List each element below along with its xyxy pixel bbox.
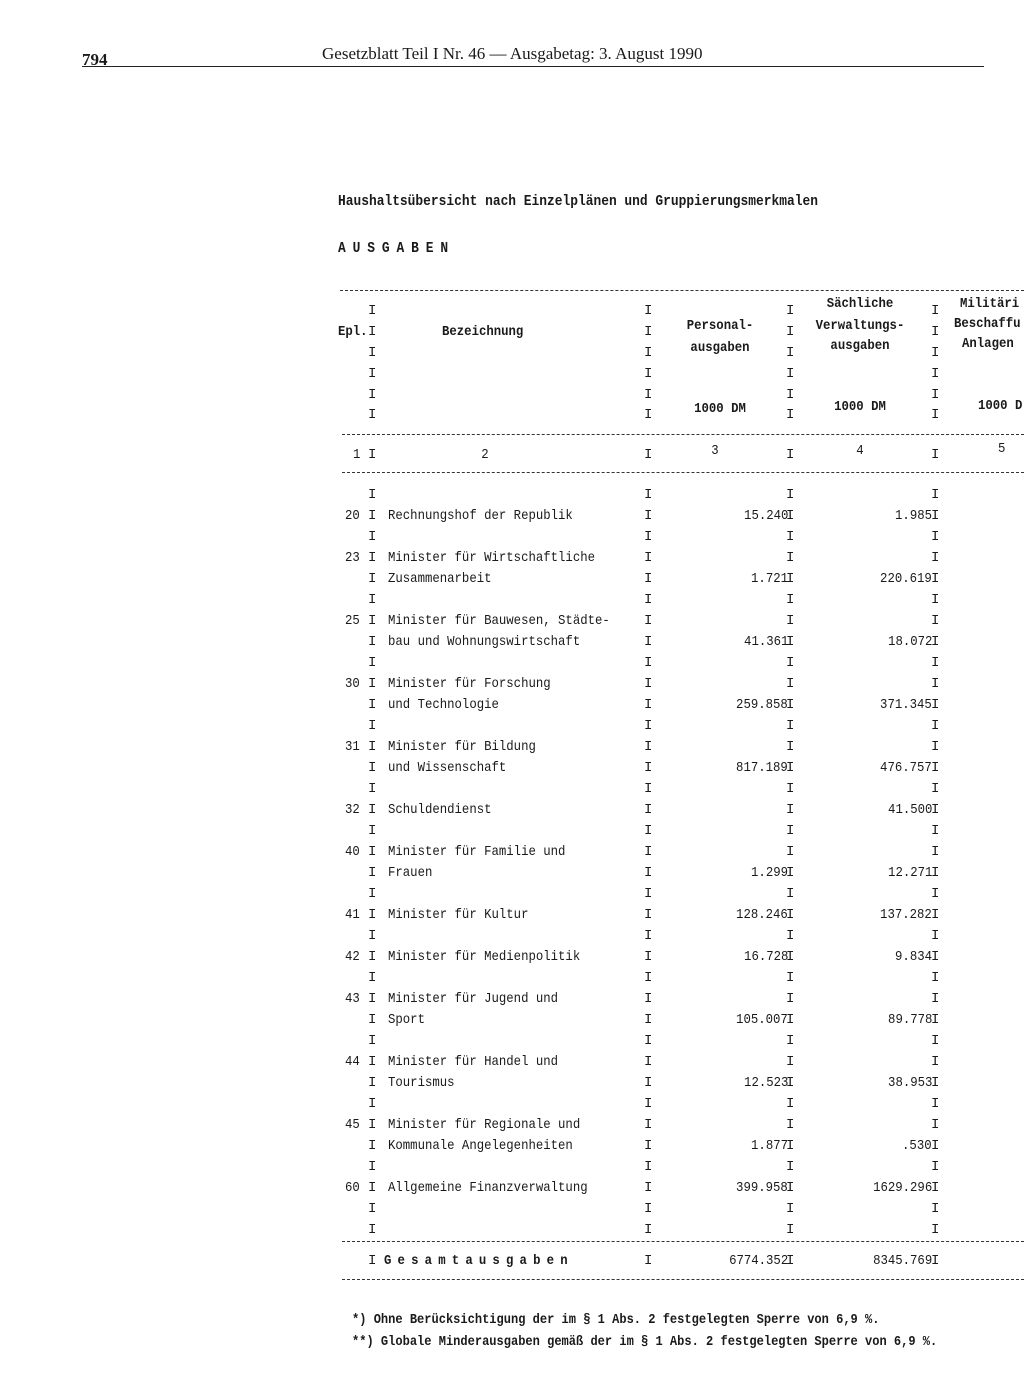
row-bezeichnung: Minister für Familie und [388,844,566,860]
column-separator: I [368,760,377,776]
row-sachlich-value: 476.757 [880,760,932,776]
column-separator: I [931,991,940,1007]
column-separator: I [644,844,653,860]
row-personal-value: 817.189 [736,760,788,776]
column-separator: I [368,802,377,818]
column-separator: I [368,1201,377,1217]
column-separator: I [368,447,377,463]
column-separator: I [786,865,795,881]
row-epl: 23 [345,550,360,566]
column-separator: I [368,613,377,629]
row-bezeichnung: Rechnungshof der Republik [388,508,573,524]
column-separator: I [931,781,940,797]
row-sachlich-value: 41.500 [887,802,932,818]
row-sachlich-value: 18.072 [887,634,932,650]
column-separator: I [786,571,795,587]
row-bezeichnung: Schuldendienst [388,802,492,818]
column-separator: I [786,407,795,423]
column-separator: I [368,928,377,944]
column-separator: I [644,366,653,382]
column-separator: I [644,1159,653,1175]
row-epl: 44 [345,1054,360,1070]
column-separator: I [931,529,940,545]
row-bezeichnung: Zusammenarbeit [388,571,492,587]
column-separator: I [368,592,377,608]
column-separator: I [786,886,795,902]
column-separator: I [368,1012,377,1028]
column-separator: I [368,865,377,881]
column-separator: I [368,1180,377,1196]
column-separator: I [644,387,653,403]
column-separator: I [786,529,795,545]
column-separator: I [644,991,653,1007]
column-separator: I [644,1012,653,1028]
column-separator: I [644,1054,653,1070]
row-sachlich-value: 371.345 [880,697,932,713]
column-separator: I [644,1222,653,1238]
column-separator: I [644,697,653,713]
column-separator: I [368,1159,377,1175]
row-bezeichnung: Minister für Bildung [388,739,536,755]
column-separator: I [368,844,377,860]
column-separator: I [368,886,377,902]
row-epl: 42 [345,949,360,965]
column-separator: I [644,802,653,818]
row-sachlich-value: 9.834 [895,949,932,965]
column-separator: I [786,592,795,608]
column-separator: I [644,550,653,566]
column-separator: I [931,550,940,566]
column-separator: I [786,802,795,818]
row-personal-value: 399.958 [736,1180,788,1196]
gazette-title: Gesetzblatt Teil I Nr. 46 — Ausgabetag: 3. August 1990 [322,44,703,63]
row-bezeichnung: Minister für Handel und [388,1054,559,1070]
column-separator: I [786,324,795,340]
row-epl: 31 [345,739,360,755]
column-separator: I [368,1253,377,1269]
column-separator: I [644,718,653,734]
column-separator: I [931,655,940,671]
column-separator: I [931,1012,940,1028]
column-separator: I [786,760,795,776]
column-separator: I [368,345,377,361]
row-epl: 30 [345,676,360,692]
footnote-1-text: Ohne Berücksichtigung der im § 1 Abs. 2 festgelegten Sperre von 6,9 %. [373,1312,880,1328]
col-number-5: 5 [998,441,1006,457]
column-separator: I [644,886,653,902]
row-bezeichnung: Sport [388,1012,425,1028]
footnote-1-mark: *) [352,1312,367,1328]
column-separator: I [368,718,377,734]
row-bezeichnung: Minister für Wirtschaftliche [388,550,596,566]
column-separator: I [644,529,653,545]
header-epl: Epl. [338,324,368,340]
column-separator: I [786,1138,795,1154]
column-separator: I [931,697,940,713]
header-sachlich-3: ausgaben [830,338,890,354]
column-separator: I [644,613,653,629]
column-separator: I [644,634,653,650]
row-bezeichnung: Kommunale Angelegenheiten [388,1138,573,1154]
row-bezeichnung: Minister für Medienpolitik [388,949,581,965]
column-separator: I [368,508,377,524]
row-sachlich-value: 220.619 [880,571,932,587]
total-personal: 6774.352 [728,1253,788,1269]
column-separator: I [786,844,795,860]
column-separator: I [786,907,795,923]
column-separator: I [786,1117,795,1133]
column-separator: I [368,739,377,755]
row-personal-value: 1.877 [751,1138,788,1154]
column-separator: I [368,550,377,566]
row-epl: 41 [345,907,360,923]
column-separator: I [644,823,653,839]
column-separator: I [931,949,940,965]
column-separator: I [931,487,940,503]
column-separator: I [368,407,377,423]
column-separator: I [931,1138,940,1154]
column-separator: I [368,487,377,503]
column-separator: I [644,1096,653,1112]
column-separator: I [931,907,940,923]
column-separator: I [368,366,377,382]
row-sachlich-value: 1.985 [895,508,932,524]
column-separator: I [368,823,377,839]
row-bezeichnung: Minister für Regionale und [388,1117,581,1133]
column-separator: I [644,655,653,671]
header-militaer-1: Militäri [960,296,1020,312]
column-separator: I [931,844,940,860]
column-separator: I [931,634,940,650]
unit-militaer: 1000 D [978,398,1023,414]
table-title: Haushaltsübersicht nach Einzelplänen und Gruppierungsmerkmalen [338,193,818,210]
column-separator: I [786,991,795,1007]
column-separator: I [368,655,377,671]
total-rule-top [342,1241,1024,1242]
column-separator: I [786,781,795,797]
column-separator: I [931,970,940,986]
row-personal-value: 16.728 [743,949,788,965]
row-personal-value: 15.240 [743,508,788,524]
table-top-rule [340,290,1024,291]
column-separator: I [368,1222,377,1238]
column-separator: I [786,697,795,713]
column-separator: I [786,928,795,944]
column-separator: I [931,613,940,629]
row-epl: 43 [345,991,360,1007]
header-rule-bottom [342,434,1024,435]
column-separator: I [786,387,795,403]
row-sachlich-value: 137.282 [880,907,932,923]
column-separator: I [368,571,377,587]
row-personal-value: 41.361 [743,634,788,650]
column-separator: I [368,970,377,986]
column-separator: I [786,676,795,692]
row-bezeichnung: Minister für Kultur [388,907,529,923]
row-bezeichnung: Minister für Bauwesen, Städte- [388,613,610,629]
column-separator: I [644,324,653,340]
column-separator: I [931,760,940,776]
column-separator: I [786,613,795,629]
row-bezeichnung: bau und Wohnungswirtschaft [388,634,581,650]
number-row-rule [342,472,1024,473]
column-separator: I [368,303,377,319]
column-separator: I [786,1253,795,1269]
column-separator: I [644,571,653,587]
column-separator: I [931,592,940,608]
column-separator: I [786,550,795,566]
row-sachlich-value: 12.271 [887,865,932,881]
column-separator: I [644,865,653,881]
unit-personal: 1000 DM [694,401,746,417]
header-personal-1: Personal- [686,318,754,334]
column-separator: I [786,1201,795,1217]
row-sachlich-value: 89.778 [887,1012,932,1028]
column-separator: I [931,324,940,340]
column-separator: I [786,739,795,755]
col-number-4: 4 [856,443,864,459]
column-separator: I [368,1075,377,1091]
column-separator: I [644,487,653,503]
column-separator: I [931,928,940,944]
row-personal-value: 1.721 [751,571,788,587]
column-separator: I [644,907,653,923]
column-separator: I [931,366,940,382]
row-bezeichnung: und Technologie [388,697,499,713]
header-sachlich-2: Verwaltungs- [815,318,905,334]
column-separator: I [786,366,795,382]
row-personal-value: 12.523 [743,1075,788,1091]
unit-sachlich: 1000 DM [834,399,886,415]
column-separator: I [644,928,653,944]
column-separator: I [931,739,940,755]
column-separator: I [786,970,795,986]
column-separator: I [786,1159,795,1175]
column-separator: I [644,407,653,423]
column-separator: I [931,303,940,319]
column-separator: I [786,303,795,319]
column-separator: I [786,508,795,524]
column-separator: I [931,1054,940,1070]
column-separator: I [368,324,377,340]
column-separator: I [931,718,940,734]
column-separator: I [931,1201,940,1217]
col-number-1: 1 [352,447,360,463]
row-epl: 45 [345,1117,360,1133]
column-separator: I [644,303,653,319]
column-separator: I [368,387,377,403]
row-bezeichnung: Minister für Forschung [388,676,551,692]
column-separator: I [644,781,653,797]
column-separator: I [368,1096,377,1112]
row-epl: 40 [345,844,360,860]
col-number-2: 2 [481,447,489,463]
column-separator: I [368,1033,377,1049]
column-separator: I [786,447,795,463]
row-epl: 60 [345,1180,360,1196]
row-sachlich-value: .530 [902,1138,932,1154]
row-epl: 32 [345,802,360,818]
column-separator: I [786,1054,795,1070]
column-separator: I [786,487,795,503]
column-separator: I [368,781,377,797]
column-separator: I [931,1253,940,1269]
column-separator: I [644,1075,653,1091]
column-separator: I [931,802,940,818]
column-separator: I [931,886,940,902]
row-sachlich-value: 1629.296 [872,1180,932,1196]
column-separator: I [931,407,940,423]
column-separator: I [644,447,653,463]
column-separator: I [931,676,940,692]
column-separator: I [931,1075,940,1091]
column-separator: I [368,1138,377,1154]
row-epl: 20 [345,508,360,524]
column-separator: I [931,823,940,839]
column-separator: I [644,592,653,608]
column-separator: I [644,508,653,524]
column-separator: I [931,1222,940,1238]
header-bezeichnung: Bezeichnung [442,324,524,340]
column-separator: I [786,823,795,839]
column-separator: I [368,949,377,965]
column-separator: I [786,1180,795,1196]
column-separator: I [368,634,377,650]
column-separator: I [644,760,653,776]
footnote-1 [352,1312,879,1328]
column-separator: I [931,865,940,881]
column-separator: I [786,655,795,671]
total-sachlich: 8345.769 [872,1253,932,1269]
column-separator: I [644,1138,653,1154]
column-separator: I [786,634,795,650]
column-separator: I [644,739,653,755]
header-rule [82,66,984,67]
column-separator: I [368,1117,377,1133]
column-separator: I [368,529,377,545]
column-separator: I [368,907,377,923]
row-bezeichnung: Minister für Jugend und [388,991,559,1007]
column-separator: I [368,1054,377,1070]
column-separator: I [931,387,940,403]
header-militaer-3: Anlagen [962,336,1014,352]
row-personal-value: 259.858 [736,697,788,713]
row-epl: 25 [345,613,360,629]
column-separator: I [931,1033,940,1049]
column-separator: I [786,949,795,965]
column-separator: I [644,970,653,986]
column-separator: I [644,1033,653,1049]
column-separator: I [931,447,940,463]
row-sachlich-value: 38.953 [887,1075,932,1091]
column-separator: I [786,718,795,734]
column-separator: I [786,345,795,361]
row-personal-value: 1.299 [751,865,788,881]
row-bezeichnung: und Wissenschaft [388,760,507,776]
footnote-2-text: Globale Minderausgaben gemäß der im § 1 Abs. 2 festgelegten Sperre von 6,9 %. [380,1334,938,1350]
column-separator: I [931,508,940,524]
col-number-3: 3 [711,443,719,459]
column-separator: I [931,1159,940,1175]
column-separator: I [644,1253,653,1269]
column-separator: I [644,1117,653,1133]
total-label: Gesamtausgaben [384,1253,574,1269]
column-separator: I [931,345,940,361]
column-separator: I [644,1201,653,1217]
row-bezeichnung: Tourismus [388,1075,455,1091]
footnote-2 [352,1334,937,1350]
column-separator: I [368,991,377,1007]
total-rule-bottom [342,1279,1024,1280]
header-militaer-2: Beschaffu [954,316,1021,332]
row-bezeichnung: Frauen [388,865,433,881]
footnote-2-mark: **) [352,1334,374,1350]
row-personal-value: 128.246 [736,907,788,923]
row-bezeichnung: Allgemeine Finanzverwaltung [388,1180,588,1196]
column-separator: I [644,1180,653,1196]
column-separator: I [786,1096,795,1112]
column-separator: I [368,676,377,692]
header-personal-2: ausgaben [690,340,750,356]
column-separator: I [786,1075,795,1091]
column-separator: I [644,676,653,692]
column-separator: I [368,697,377,713]
column-separator: I [644,949,653,965]
page-header [82,44,984,69]
column-separator: I [931,1117,940,1133]
column-separator: I [786,1222,795,1238]
column-separator: I [644,345,653,361]
section-heading: AUSGABEN [338,240,455,257]
column-separator: I [786,1033,795,1049]
column-separator: I [931,571,940,587]
header-sachlich-1: Sächliche [826,296,894,312]
row-personal-value: 105.007 [736,1012,788,1028]
column-separator: I [931,1180,940,1196]
page-number: 794 [82,50,108,69]
column-separator: I [786,1012,795,1028]
column-separator: I [931,1096,940,1112]
